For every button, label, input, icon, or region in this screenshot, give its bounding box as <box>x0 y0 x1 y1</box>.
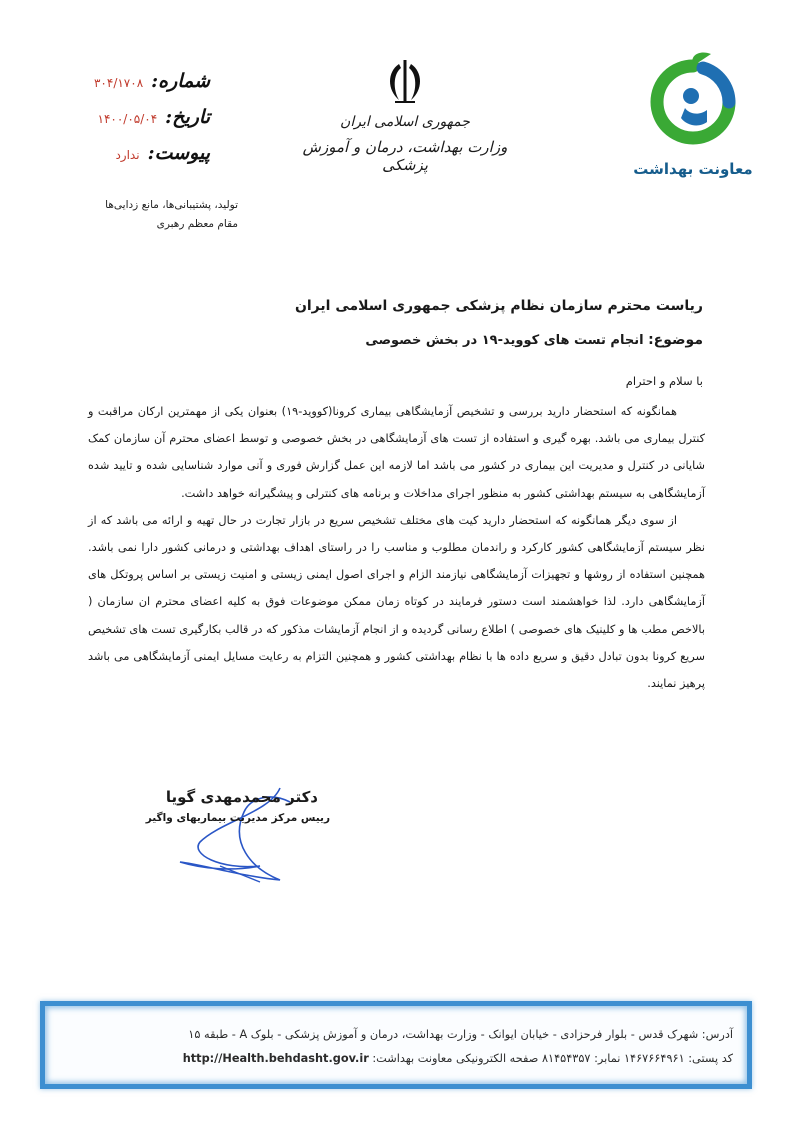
slogan-line-1: تولید، پشتیبانی‌ها، مانع زدایی‌ها <box>105 199 238 211</box>
iran-emblem-icon <box>385 58 425 104</box>
number-row <box>60 70 210 106</box>
number-value: ۳۰۴/۱۷۰۸ <box>93 76 144 90</box>
slogan-line-2: مقام معظم رهبری <box>156 218 238 230</box>
footer-address: آدرس: شهرک قدس - بلوار فرحزادی - خیابان ایوانک - وزارت بهداشت، درمان و آموزش پزشکی - بلوک A - طبقه ۱۵ <box>188 1028 733 1041</box>
letter-meta <box>60 70 210 178</box>
letter-body <box>88 398 705 697</box>
subject-label: موضوع: <box>648 332 703 348</box>
ministry-country: جمهوری اسلامی ایران <box>340 114 470 130</box>
paragraph-2: از سوی دیگر همانگونه که استحضار دارید کیت های مختلف تشخیص سریع در بازار تجارت در حال تهیه و ارائه می باشد که از نظر سیستم آزمایشگاهی کشور کارکرد و راندمان مطلوب و مناسب را در راستای اهداف بهداشتی و درمانی کشور دارا نمی باشد. همچنین استفاده از روشها و تجهیزات آزمایشگاهی نیازمند الزام و اجرای اصول ایمنی زیستی و امنیت زیستی بر اساس پروتکل های آزمایشگاهی دارد. لذا خواهشمند است دستور فرمایند در کوتاه زمان ممکن موضوعات فوق به کلیه اعضای محترم ان سازمان ( بالاخص مطب ها و کلینیک های خصوصی ) اطلاع رسانی گردیده و از انجام آزمایشات مذکور که در قالب بکارگیری تست های تشخیص سریع کرونا بدون تبادل دقیق و سریع داده ها با نظام بهداشتی کشور و همچنین التزام به رعایت مسایل ایمنی آزمایشگاهی می باشد پرهیز نمایند. <box>88 513 705 691</box>
greeting: با سلام و احترام <box>625 374 703 388</box>
paragraph-1: همانگونه که استحضار دارید بررسی و تشخیص آزمایشگاهی بیماری کرونا(کووید-۱۹) بعنوان یکی از مهمترین ارکان مراقبت و کنترل بیماری می باشد. بهره گیری و استفاده از تست های آزمایشگاهی در بخش خصوصی و توسط اعضای محترم آن سازمان کمک شایانی در کنترل و مدیریت این بیماری در کشور می باشد اما لازمه این عمل گزارش فوری و آنی موارد شناسایی شده و تایید شده آزمایشگاهی به سیستم بهداشتی کشور به منظور اجرای مداخلات و برنامه های کنترلی و پیشگیرانه خواهد داشت. <box>88 405 705 500</box>
footer-box <box>40 1001 752 1089</box>
number-label: شماره: <box>151 70 210 92</box>
attachment-label: پیوست: <box>147 142 210 164</box>
attachment-row <box>60 142 210 178</box>
date-value: ۱۴۰۰/۰۵/۰۴ <box>97 112 158 126</box>
recipient: ریاست محترم سازمان نظام پزشکی جمهوری اسلامی ایران <box>294 298 703 314</box>
footer-url[interactable]: http://Health.behdasht.gov.ir <box>182 1052 369 1065</box>
signatory-title: رییس مرکز مدیریت بیماریهای واگیر <box>145 812 330 824</box>
ministry-name: وزارت بهداشت، درمان و آموزش پزشکی <box>302 138 508 174</box>
date-label: تاریخ: <box>165 106 210 128</box>
signature-block <box>145 782 360 892</box>
logo-text: معاونت بهداشت <box>633 160 753 178</box>
footer-contact: کد پستی: ۱۴۶۷۶۶۴۹۶۱ نمابر: ۸۱۴۵۴۳۵۷ صفحه الکترونیکی معاونت بهداشت: <box>372 1052 733 1065</box>
slogan-note <box>68 196 238 234</box>
subject <box>83 332 703 348</box>
date-row <box>60 106 210 142</box>
health-deputy-logo <box>633 50 753 200</box>
signatory-name: دکتر محمدمهدی گویا <box>165 788 318 806</box>
attachment-value: ندارد <box>115 148 140 162</box>
footer-contact-line <box>59 1052 733 1065</box>
ministry-header <box>290 58 520 174</box>
health-deputy-logo-icon <box>641 50 745 154</box>
subject-text: انجام تست های کووید-۱۹ در بخش خصوصی <box>365 333 644 348</box>
